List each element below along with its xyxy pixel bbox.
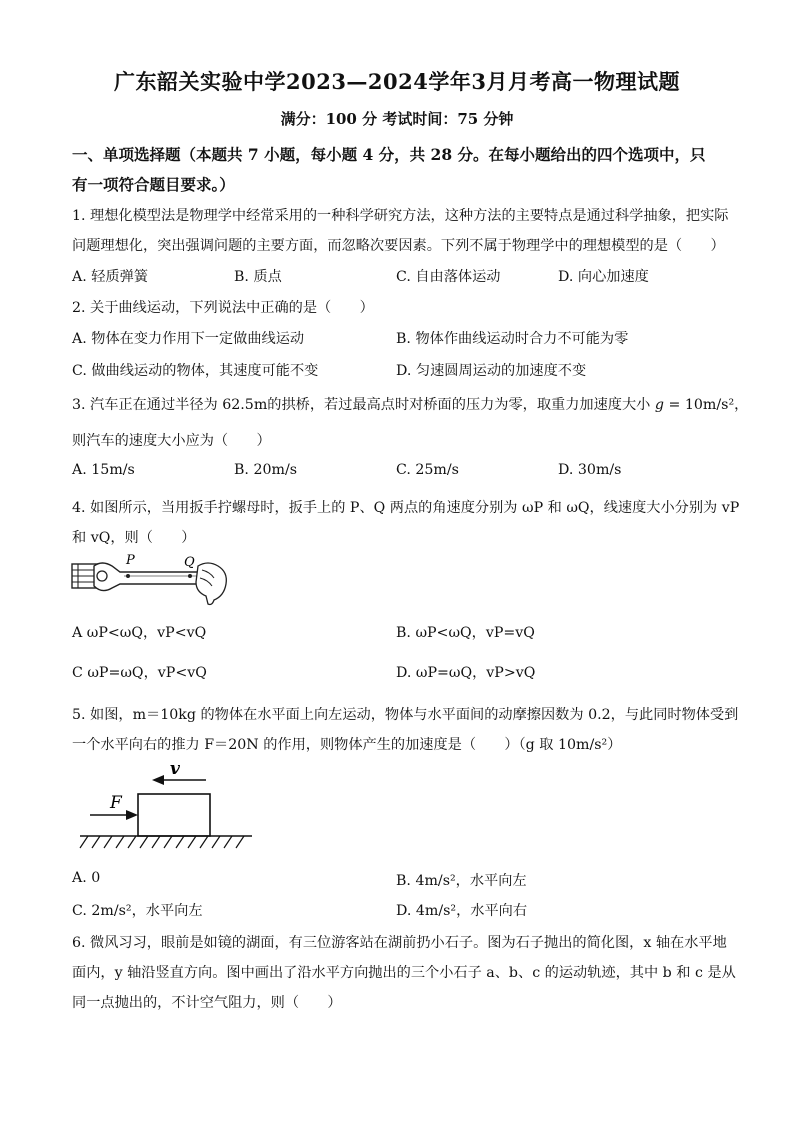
q1-option-d: D. 向心加速度: [558, 269, 649, 285]
wrench-figure: [68, 552, 230, 608]
q3-option-a: A. 15m/s: [72, 462, 135, 478]
q1-option-c: C. 自由落体运动: [396, 269, 501, 285]
label-q: Q: [184, 555, 195, 570]
q4-stem-line1: 4. 如图所示，当用扳手拧螺母时，扳手上的 P、Q 两点的角速度分别为 ωP 和 ωQ，线速度大小分别为 vP: [72, 500, 740, 516]
q4-option-b: B. ωP<ωQ，vP=vQ: [396, 625, 535, 641]
block-icon: [138, 794, 210, 836]
page-title: 广东韶关实验中学2023—2024学年3月月考高一物理试题: [113, 69, 680, 94]
exam-info: 满分：100 分 考试时间：75 分钟: [280, 110, 514, 128]
q1-stem-line1: 1. 理想化模型法是物理学中经常采用的一种科学研究方法，这种方法的主要特点是通过科学抽象，把实际: [72, 208, 729, 224]
q6-stem-line2: 面内，y 轴沿竖直方向。图中画出了沿水平方向抛出的三个小石子 a、b、c 的运动轨迹，其中 b 和 c 是从: [72, 965, 736, 981]
hand-icon: [196, 563, 226, 605]
q5-option-c: C. 2m/s²，水平向左: [72, 903, 203, 919]
q5-stem-line1: 5. 如图，m＝10kg 的物体在水平面上向左运动，物体与水平面间的动摩擦因数为 0.2，与此同时物体受到: [72, 707, 739, 723]
q3-option-c: C. 25m/s: [396, 462, 459, 478]
q4-stem-line2: 和 vQ，则（ ）: [72, 530, 196, 546]
q2-stem: 2. 关于曲线运动，下列说法中正确的是（ ）: [72, 300, 374, 316]
section-heading-line2: 有一项符合题目要求。）: [72, 175, 235, 194]
section-heading-line1: 一、单项选择题（本题共 7 小题，每小题 4 分，共 28 分。在每小题给出的四个选项中，只: [72, 145, 706, 164]
q3-stem-line2: 则汽车的速度大小应为（ ）: [72, 433, 271, 449]
q4-option-c: C ωP=ωQ，vP<vQ: [72, 665, 207, 681]
q2-option-a: A. 物体在变力作用下一定做曲线运动: [72, 331, 305, 347]
q6-stem-line1: 6. 微风习习，眼前是如镜的湖面，有三位游客站在湖前扔小石子。图为石子抛出的简化图，x 轴在水平地: [72, 935, 727, 951]
q3-symbol-g: g: [654, 397, 664, 413]
q5-option-a: A. 0: [72, 870, 101, 886]
q3-option-d: D. 30m/s: [558, 462, 622, 478]
section-heading: [72, 140, 722, 200]
q5-option-d: D. 4m/s²，水平向右: [396, 903, 528, 919]
q4-option-d: D. ωP=ωQ，vP>vQ: [396, 665, 536, 681]
q5-option-b: B. 4m/s²，水平向左: [396, 873, 527, 889]
label-f: F: [110, 793, 122, 813]
ground-icon: [80, 836, 252, 848]
q3-stem-value: = 10m/s²，: [663, 397, 749, 413]
q1-option-a: A. 轻质弹簧: [72, 269, 149, 285]
q3-stem-line1: [72, 394, 749, 414]
q4-option-a: A ωP<ωQ，vP<vQ: [72, 625, 207, 641]
q2-option-d: D. 匀速圆周运动的加速度不变: [396, 363, 587, 379]
q1-option-b: B. 质点: [234, 269, 282, 285]
label-v: v: [170, 759, 180, 779]
q3-option-b: B. 20m/s: [234, 462, 298, 478]
block-figure: [76, 758, 254, 854]
q1-stem-line2: 问题理想化，突出强调问题的主要方面，而忽略次要因素。下列不属于物理学中的理想模型的是（ ）: [72, 238, 725, 254]
q2-option-b: B. 物体作曲线运动时合力不可能为零: [396, 331, 629, 347]
q2-option-c: C. 做曲线运动的物体，其速度可能不变: [72, 363, 319, 379]
q5-stem-line2: 一个水平向右的推力 F＝20N 的作用，则物体产生的加速度是（ ）（g 取 10m/s²）: [72, 737, 622, 753]
q3-stem-text: 3. 汽车正在通过半径为 62.5m的拱桥，若过最高点时对桥面的压力为零，取重力加速度大小: [72, 397, 655, 413]
label-p: P: [126, 553, 135, 568]
q6-stem-line3: 同一点抛出的，不计空气阻力，则（ ）: [72, 995, 342, 1011]
